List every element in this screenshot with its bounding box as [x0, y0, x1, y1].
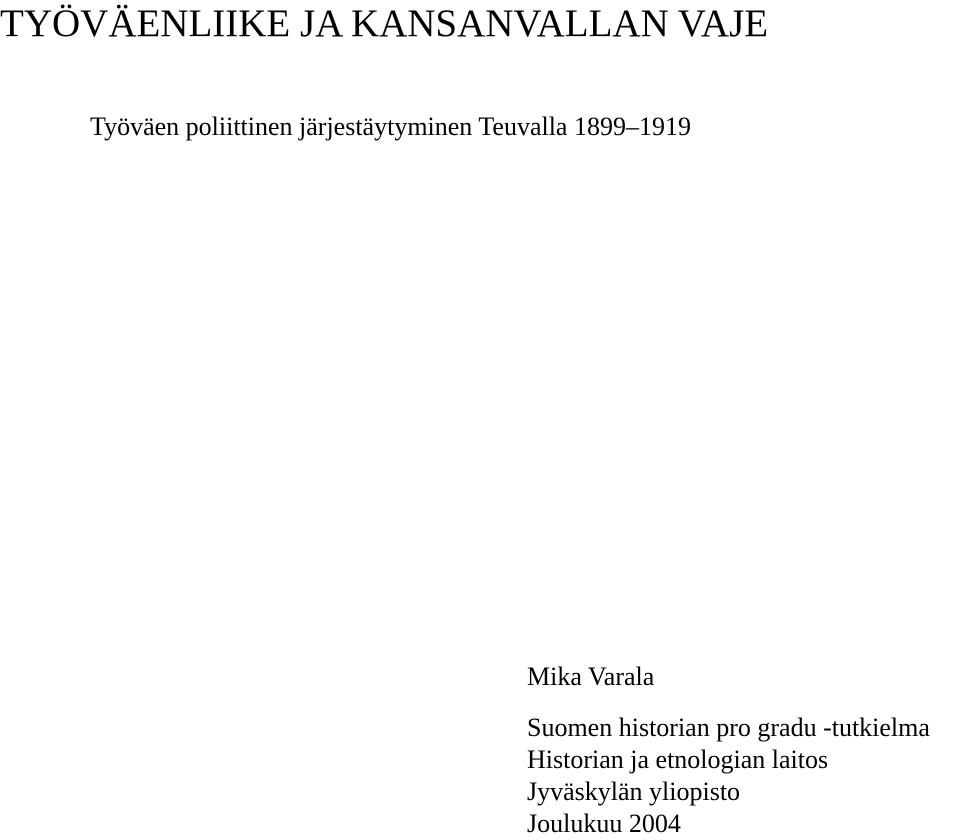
document-title: TYÖVÄENLIIKE JA KANSANVALLAN VAJE [0, 2, 769, 45]
department-name: Historian ja etnologian laitos [527, 745, 829, 774]
university-name: Jyväskylän yliopisto [527, 777, 741, 806]
submission-date: Joulukuu 2004 [527, 809, 681, 838]
thesis-info-block [527, 712, 930, 840]
document-subtitle: Työväen poliittinen järjestäytyminen Teuvalla 1899–1919 [90, 112, 691, 141]
author-name: Mika Varala [527, 662, 655, 691]
thesis-type: Suomen historian pro gradu -tutkielma [527, 713, 930, 742]
